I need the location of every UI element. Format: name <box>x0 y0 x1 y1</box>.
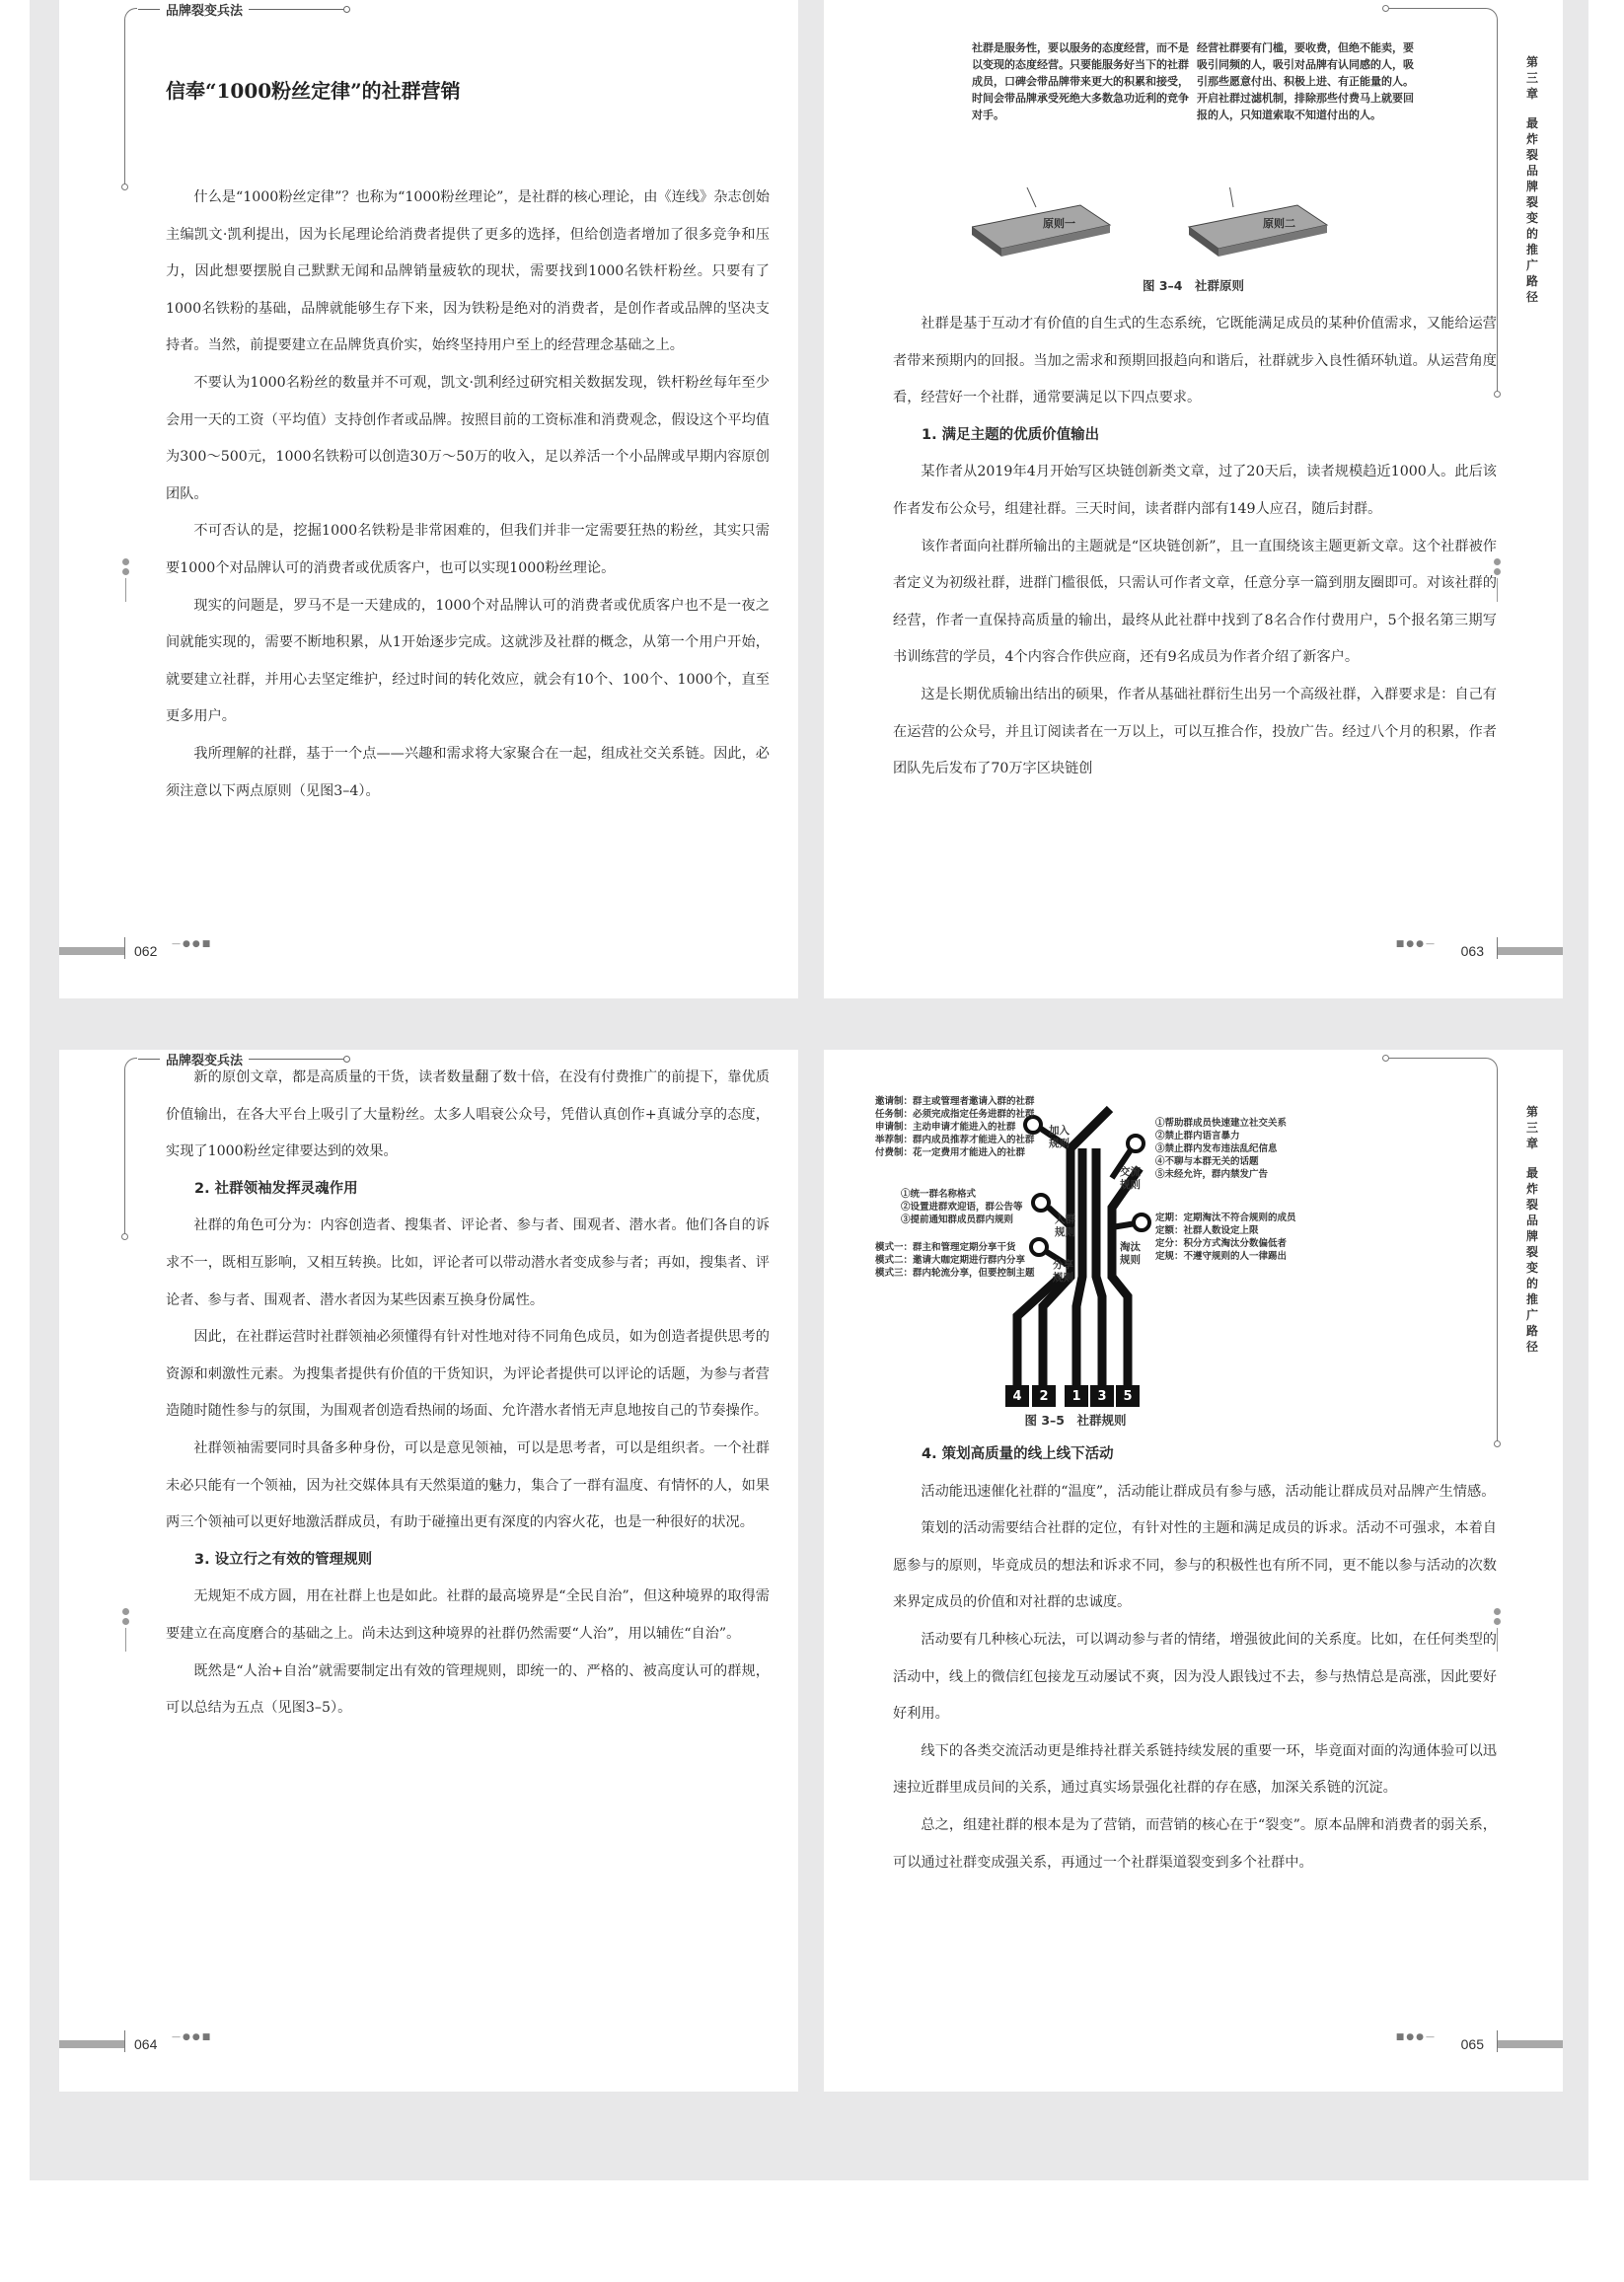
branch-label-exchange: 交流规则 <box>1120 1166 1141 1191</box>
paragraph: 线下的各类交流活动更是维持社群关系链持续发展的重要一环，毕竟面对面的沟通体验可以迅速拉近群里成员间的关系，通过真实场景强化社群的存在感，加深关系链的沉淀。 <box>893 1742 1497 1797</box>
page-number: 064 <box>134 2036 158 2052</box>
elimination-rules-list: 定期：定期淘汰不符合规则的成员 定额：社群人数设定上限 定分：积分方式淘汰分数偏低者 定规：不遵守规则的人一律踢出 <box>1155 1213 1296 1262</box>
branch-label-join: 加入规则 <box>1049 1125 1070 1149</box>
branch-label-entry: 入群规则 <box>1055 1214 1075 1238</box>
plate-left-label: 原则一 <box>1043 217 1075 230</box>
paragraph: 社群领袖需要同时具备多种身份，可以是意见领袖，可以是思考者，可以是组织者。一个社群未必只能有一个领袖，因为社交媒体具有天然渠道的魅力，集合了一群有温度、有情怀的人，如果两三个领袖可以更好地激活群成员，有助于碰撞出更有深度的内容火花，也是一种很好的状况。 <box>166 1439 770 1531</box>
branch-label-share: 分享规则 <box>1053 1259 1073 1284</box>
rule-number: 2 <box>1039 1389 1049 1404</box>
section-title: 信奉“1000粉丝定律”的社群营销 <box>166 79 461 103</box>
branch-label-elimination: 淘汰规则 <box>1120 1241 1141 1266</box>
page-footer: 064 —●●■ <box>59 2030 798 2052</box>
margin-dots <box>120 1608 130 1652</box>
rule-number: 3 <box>1097 1389 1107 1404</box>
header-rule <box>124 1058 137 1236</box>
chapter-tab: 第 三 章 最 炸 裂 品 牌 裂 变 的 推 广 路 径 <box>1525 55 1538 304</box>
page-063 <box>824 0 1563 998</box>
principle-one-text: 社群是服务性，要以服务的态度经营，而不是以变现的态度经营。只要能服务好当下的社群成员，口碑会带品牌带来更大的积累和接受，时间会带品牌承受死绝大多数急功近利的竞争对手。 <box>972 41 1189 121</box>
page-footer: ■●●— 065 <box>824 2030 1563 2052</box>
share-modes-list: 模式一：群主和管理定期分享干货 模式二：邀请大咖定期进行群内分享 模式三：群内轮流分享，但要控制主题 <box>875 1242 1035 1279</box>
paragraph: 活动要有几种核心玩法，可以调动参与者的情绪，增强彼此间的关系度。比如，在任何类型的活动中，线上的微信红包接龙互动屡试不爽，因为没人跟钱过不去，参与热情总是高涨，因此要好好利用。 <box>893 1631 1497 1723</box>
paragraph: 既然是“人治+自治”就需要制定出有效的管理规则，即统一的、严格的、被高度认可的群规，可以总结为五点（见图3–5）。 <box>166 1662 770 1717</box>
paragraph: 某作者从2019年4月开始写区块链创新类文章，过了20天后，读者规模趋近1000人。此后该作者发布公众号，组建社群。三天时间，读者群内部有149人应召，随后封群。 <box>893 464 1497 517</box>
principle-two-text: 经营社群要有门槛，要收费，但绝不能卖，要吸引同频的人，吸引对品牌有认同感的人，吸引那些愿意付出、积极上进、有正能量的人。开启社群过滤机制，排除那些付费马上就要回报的人，只知道索取不知道付出的人。 <box>1197 41 1414 121</box>
paragraph: 策划的活动需要结合社群的定位，有针对性的主题和满足成员的诉求。活动不可强求，本着自愿参与的原则，毕竟成员的想法和诉求不同，参与的积极性也有所不同，更不能以参与活动的次数来界定成员的价值和对社群的忠诚度。 <box>893 1520 1497 1611</box>
chapter-tab: 第 三 章 最 炸 裂 品 牌 裂 变 的 推 广 路 径 <box>1525 1105 1538 1354</box>
principle-plates <box>972 187 1406 266</box>
rule-number: 4 <box>1012 1389 1022 1404</box>
body-text <box>893 1436 1497 1881</box>
entry-rules-list: ①统一群名称格式 ②设置进群欢迎语，群公告等 ③提前通知群成员群内规则 <box>901 1189 1023 1225</box>
join-modes-list: 邀请制：群主或管理者邀请入群的社群 任务制：必须完成指定任务进群的社群 申请制：主动申请才能进入的社群 举荐制：群内成员推荐才能进入的社群 付费制：花一定费用才能进入的社群 <box>875 1096 1035 1158</box>
page-footer: ■●●— 063 <box>824 937 1563 959</box>
paragraph: 我所理解的社群，基于一个点——兴趣和需求将大家聚合在一起，组成社交关系链。因此，必须注意以下两点原则（见图3–4）。 <box>166 745 770 799</box>
body-text <box>893 306 1497 788</box>
plate-right-label: 原则二 <box>1263 217 1295 230</box>
page-footer: 062 —●●■ <box>59 937 798 959</box>
header-rule-dot <box>1382 5 1389 12</box>
paragraph: 什么是“1000粉丝定律”？也称为“1000粉丝理论”，是社群的核心理论，由《连线》杂志创始主编凯文·凯利提出，因为长尾理论给消费者提供了更多的选择，但给创造者增加了很多竞争和压力，因此想要摆脱自己默默无闻和品牌销量疲软的现状，需要找到1000名铁杆粉丝。只要有了1000名铁粉的基础，品牌就能够生存下来，因为铁粉是绝对的消费者，是创作者或品牌的坚决支持者。当然，前提要建立在品牌货真价实，始终坚持用户至上的经营理念基础之上。 <box>166 189 770 354</box>
header-rule <box>124 8 137 186</box>
rule-number: 5 <box>1123 1389 1133 1404</box>
rule-number: 1 <box>1071 1389 1081 1404</box>
header-rule-end <box>121 184 128 190</box>
page-number: 065 <box>1460 2036 1484 2052</box>
margin-dots <box>120 558 130 602</box>
header-rule <box>1387 8 1486 9</box>
figure-caption: 图 3–5 社群规则 <box>1024 1413 1127 1428</box>
paragraph: 现实的问题是，罗马不是一天建成的，1000个对品牌认可的消费者或优质客户也不是一夜之间就能实现的，需要不断地积累，从1开始逐步完成。这就涉及社群的概念，从第一个用户开始，就要建立社群，并用心去坚定维护，经过时间的转化效应，就会有10个、100个、1000个，直至更多用户。 <box>166 597 770 725</box>
subheading: 1. 满足主题的优质价值输出 <box>922 426 1100 443</box>
paragraph: 社群是基于互动才有价值的自生式的生态系统，它既能满足成员的某种价值需求，又能给运营者带来预期内的回报。当加之需求和预期回报趋向和谐后，社群就步入良性循环轨道。从运营角度看，经营好一个社群，通常要满足以下四点要求。 <box>893 316 1497 406</box>
paragraph: 活动能迅速催化社群的“温度”，活动能让群成员有参与感，活动能让群成员对品牌产生情感。 <box>921 1483 1496 1500</box>
paragraph: 总之，组建社群的根本是为了营销，而营销的核心在于“裂变”。原本品牌和消费者的弱关系，可以通过社群变成强关系，再通过一个社群渠道裂变到多个社群中。 <box>893 1816 1497 1871</box>
page-062 <box>59 0 798 998</box>
exchange-rules-list: ①帮助群成员快速建立社交关系 ②禁止群内语言暴力 ③禁止群内发布违法乱纪信息 ④不聊与本群无关的话题 ⑤未经允许，群内禁发广告 <box>1155 1118 1288 1180</box>
page-065 <box>824 1050 1563 2092</box>
paragraph: 因此，在社群运营时社群领袖必须懂得有针对性地对待不同角色成员，如为创造者提供思考的资源和刺激性元素。为搜集者提供有价值的干货知识，为评论者提供可以评论的话题，为参与者营造随时随性参与的氛围，为围观者创造看热闹的场面、允许潜水者悄无声息地按自己的节奏操作。 <box>166 1329 770 1420</box>
paragraph: 这是长期优质输出结出的硕果，作者从基础社群衍生出另一个高级社群，入群要求是：自己有在运营的公众号，并且订阅读者在一万以上，可以互推合作，投放广告。经过八个月的积累，作者团队先后发布了70万字区块链创 <box>893 686 1497 777</box>
paragraph: 该作者面向社群所输出的主题就是“区块链创新”，且一直围绕该主题更新文章。这个社群被作者定义为初级社群，进群门槛很低，只需认可作者文章，任意分享一篇到朋友圈即可。对该社群的经营，作者一直保持高质量的输出，最终从此社群中找到了8名合作付费用户，5个报名第三期写书训练营的学员，4个内容合作供应商，还有9名成员为作者介绍了新客户。 <box>893 538 1497 666</box>
running-head <box>138 0 350 19</box>
page-number: 063 <box>1460 943 1484 959</box>
paragraph: 不可否认的是，挖掘1000名铁粉是非常困难的，但我们并非一定需要狂热的粉丝，其实只需要1000个对品牌认可的消费者或优质客户，也可以实现1000粉丝理论。 <box>166 523 770 576</box>
paragraph: 不要认为1000名粉丝的数量并不可观，凯文·凯利经过研究相关数据发现，铁杆粉丝每年至少会用一天的工资（平均值）支持创作者或品牌。按照目前的工资标准和消费观念，假设这个平均值为300～500元，1000名铁粉可以创造30万～50万的收入，足以养活一个小品牌或早期内容原创团队。 <box>166 374 770 502</box>
subheading: 2. 社群领袖发挥灵魂作用 <box>194 1180 358 1197</box>
subheading: 4. 策划高质量的线上线下活动 <box>922 1446 1114 1462</box>
paragraph: 无规矩不成方圆，用在社群上也是如此。社群的最高境界是“全民自治”，但这种境界的取得需要建立在高度磨合的基础之上。尚未达到这种境界的社群仍然需要“人治”，用以辅佐“自治”。 <box>166 1588 770 1642</box>
paragraph: 社群的角色可分为：内容创造者、搜集者、评论者、参与者、围观者、潜水者。他们各自的诉求不一，既相互影响，又相互转换。比如，评论者可以带动潜水者变成参与者；再如，搜集者、评论者、参与者、围观者、潜水者因为某些因素互换身份属性。 <box>166 1217 770 1308</box>
body-text <box>166 1060 770 1728</box>
body-text <box>166 180 770 810</box>
page-number: 062 <box>134 943 158 959</box>
paragraph: 新的原创文章，都是高质量的干货，读者数量翻了数十倍，在没有付费推广的前提下，靠优质价值输出，在各大平台上吸引了大量粉丝。太多人唱衰公众号，凭借认真创作+真诚分享的态度，实现了1000粉丝定律要达到的效果。 <box>166 1069 770 1160</box>
figure-caption: 图 3–4 社群原则 <box>1143 278 1244 293</box>
header-rule-end <box>121 1233 128 1240</box>
page-064 <box>59 1050 798 2092</box>
running-head-text: 品牌裂变兵法 <box>166 4 244 19</box>
subheading: 3. 设立行之有效的管理规则 <box>194 1551 373 1568</box>
running-head-text: 品牌裂变兵法 <box>166 1054 244 1068</box>
